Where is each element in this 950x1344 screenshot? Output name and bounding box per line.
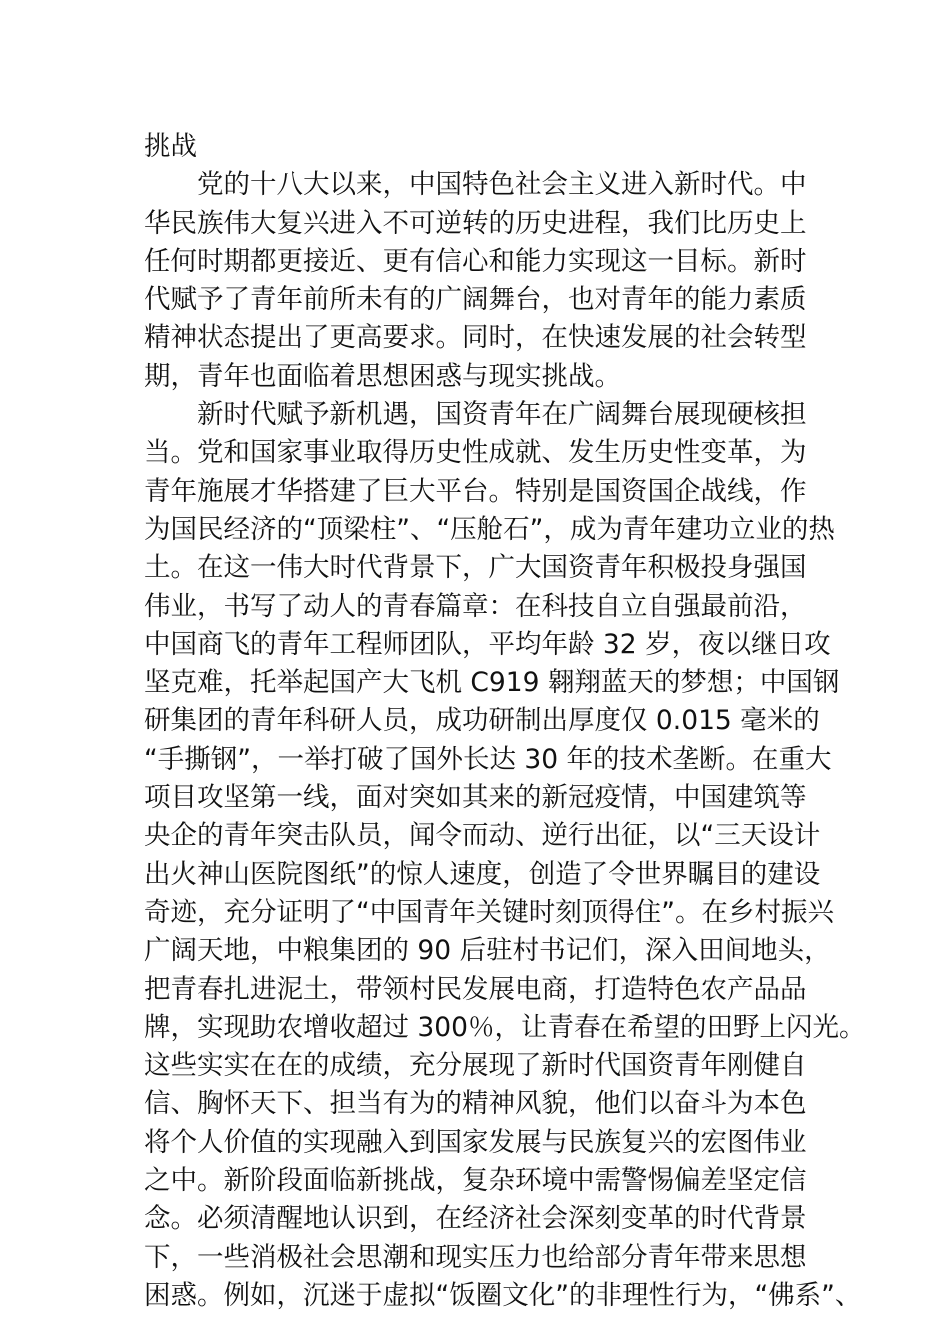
text-line: 研集团的青年科研人员，成功研制出厚度仅 0.015 毫米的 [144, 705, 820, 737]
paragraph-first-line: 新时代赋予新机遇，国资青年在广阔舞台展现硬核担 [197, 399, 807, 431]
text-line: 华民族伟大复兴进入不可逆转的历史进程，我们比历史上 [144, 207, 807, 239]
text-line: 土。在这一伟大时代背景下，广大国资青年积极投身强国 [144, 552, 807, 584]
text-line: 期，青年也面临着思想困惑与现实挑战。 [144, 360, 621, 392]
text-line: 任何时期都更接近、更有信心和能力实现这一目标。新时 [144, 245, 807, 277]
text-line: 中国商飞的青年工程师团队，平均年龄 32 岁，夜以继日攻 [144, 628, 831, 660]
text-line: 青年施展才华搭建了巨大平台。特别是国资国企战线，作 [144, 475, 807, 507]
text-line: 这些实实在在的成绩，充分展现了新时代国资青年刚健自 [144, 1050, 807, 1082]
paragraph-first-line: 党的十八大以来，中国特色社会主义进入新时代。中 [197, 169, 807, 201]
text-line: 代赋予了青年前所未有的广阔舞台，也对青年的能力素质 [144, 284, 807, 316]
text-line: 之中。新阶段面临新挑战，复杂环境中需警惕偏差坚定信 [144, 1165, 807, 1197]
text-line: “手撕钢”，一举打破了国外长达 30 年的技术垄断。在重大 [144, 743, 832, 775]
text-line: 为国民经济的“顶梁柱”、“压舱石”，成为青年建功立业的热 [144, 513, 835, 545]
text-line: 挑战 [144, 131, 197, 162]
text-line: 伟业，书写了动人的青春篇章：在科技自立自强最前沿， [144, 590, 807, 622]
text-line: 精神状态提出了更高要求。同时，在快速发展的社会转型 [144, 322, 807, 354]
text-line: 将个人价值的实现融入到国家发展与民族复兴的宏图伟业 [144, 1126, 807, 1158]
text-line: 央企的青年突击队员，闻令而动、逆行出征，以“三天设计 [144, 820, 821, 852]
text-line: 出火神山医院图纸”的惊人速度，创造了令世界瞩目的建设 [144, 858, 821, 890]
text-line: 信、胸怀天下、担当有为的精神风貌，他们以奋斗为本色 [144, 1088, 807, 1120]
text-line: 牌，实现助农增收超过 300％，让青春在希望的田野上闪光。 [144, 1011, 866, 1043]
text-line: 项目攻坚第一线，面对突如其来的新冠疫情，中国建筑等 [144, 782, 807, 814]
body-text [144, 128, 866, 1315]
text-line: 念。必须清醒地认识到，在经济社会深刻变革的时代背景 [144, 1203, 807, 1235]
text-line: 把青春扎进泥土，带领村民发展电商，打造特色农产品品 [144, 973, 807, 1005]
text-line: 当。党和国家事业取得历史性成就、发生历史性变革，为 [144, 437, 807, 469]
text-line: 困惑。例如，沉迷于虚拟“饭圈文化”的非理性行为，“佛系”、 [144, 1279, 862, 1311]
text-line: 广阔天地，中粮集团的 90 后驻村书记们，深入田间地头， [144, 935, 831, 967]
text-line: 下，一些消极社会思潮和现实压力也给部分青年带来思想 [144, 1241, 807, 1273]
text-line: 坚克难，托举起国产大飞机 C919 翱翔蓝天的梦想；中国钢 [144, 667, 840, 699]
text-line: 奇迹，充分证明了“中国青年关键时刻顶得住”。在乡村振兴 [144, 896, 834, 928]
